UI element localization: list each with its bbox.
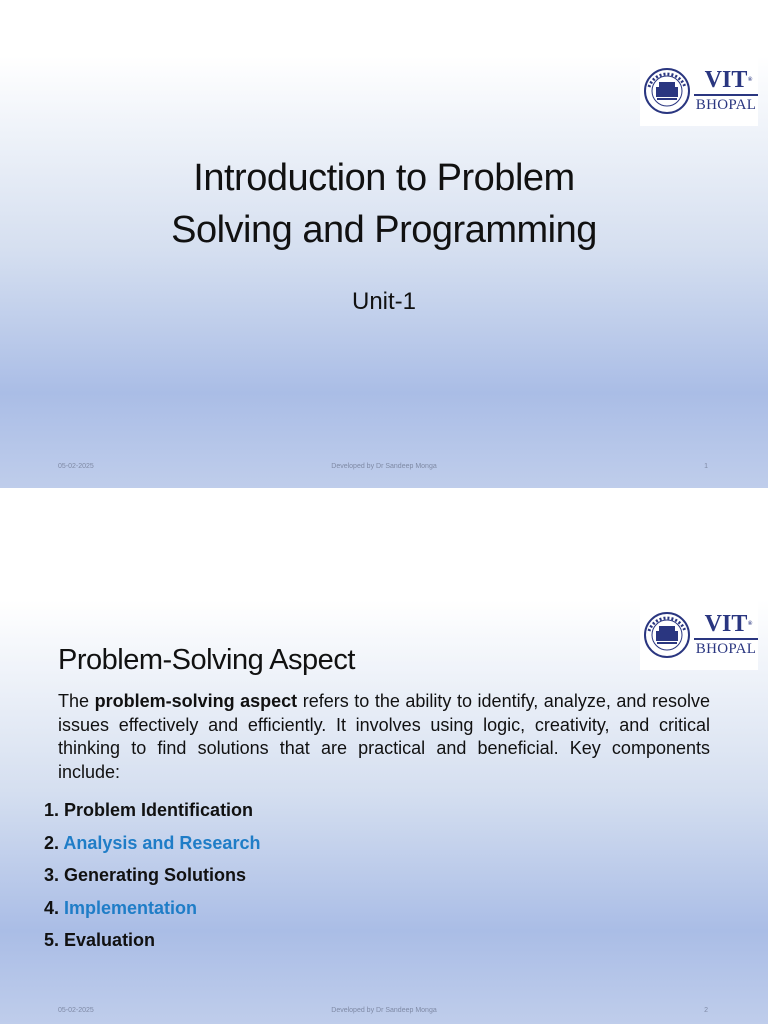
slide-title: Introduction to Problem Solving and Programming: [171, 157, 597, 251]
component-number: 2.: [44, 832, 60, 853]
component-number: 5.: [44, 930, 60, 950]
component-item: [44, 859, 260, 892]
footer-date: 05-02-2025: [58, 463, 94, 470]
components-list: [44, 794, 260, 957]
component-number: 1.: [44, 800, 60, 820]
component-number: 3.: [44, 865, 60, 885]
component-label: Evaluation: [64, 930, 156, 950]
description-paragraph: The problem-solving aspect refers to the ability to identify, analyze, and resolve issues effectively and efficiently. It involves using logic, creativity, and critical thinking to find solutions that are practical and beneficial. Key components include:: [58, 691, 710, 782]
university-seal-icon: [643, 611, 691, 659]
logo-brand: VIT ®: [704, 611, 753, 637]
component-label: Generating Solutions: [64, 865, 247, 885]
emphasis-term: problem-solving aspect: [94, 691, 298, 711]
logo-brand: VIT ®: [704, 67, 753, 93]
component-item: [44, 892, 260, 925]
component-item: [44, 794, 260, 827]
component-number: 4.: [44, 897, 60, 918]
slide-2: [0, 600, 768, 1024]
component-item: [44, 827, 260, 860]
footer-page-number: 2: [704, 1007, 708, 1014]
component-item: [44, 924, 260, 957]
slide-subtitle: Unit-1: [351, 288, 417, 315]
component-label: Analysis and Research: [63, 832, 261, 853]
footer-page-number: 1: [704, 463, 708, 470]
vit-bhopal-logo: [640, 56, 758, 126]
slide-heading: Problem-Solving Aspect: [58, 644, 355, 676]
logo-city: BHOPAL: [695, 641, 757, 657]
footer-date: 05-02-2025: [58, 1007, 94, 1014]
component-label: Implementation: [64, 897, 198, 918]
university-seal-icon: [643, 67, 691, 115]
footer-credit: Developed by Dr Sandeep Monga: [331, 463, 437, 470]
footer-credit: Developed by Dr Sandeep Monga: [331, 1007, 437, 1014]
vit-bhopal-logo: [640, 600, 758, 670]
logo-city: BHOPAL: [695, 97, 757, 113]
slide-1: [0, 56, 768, 488]
component-label: Problem Identification: [64, 800, 254, 820]
